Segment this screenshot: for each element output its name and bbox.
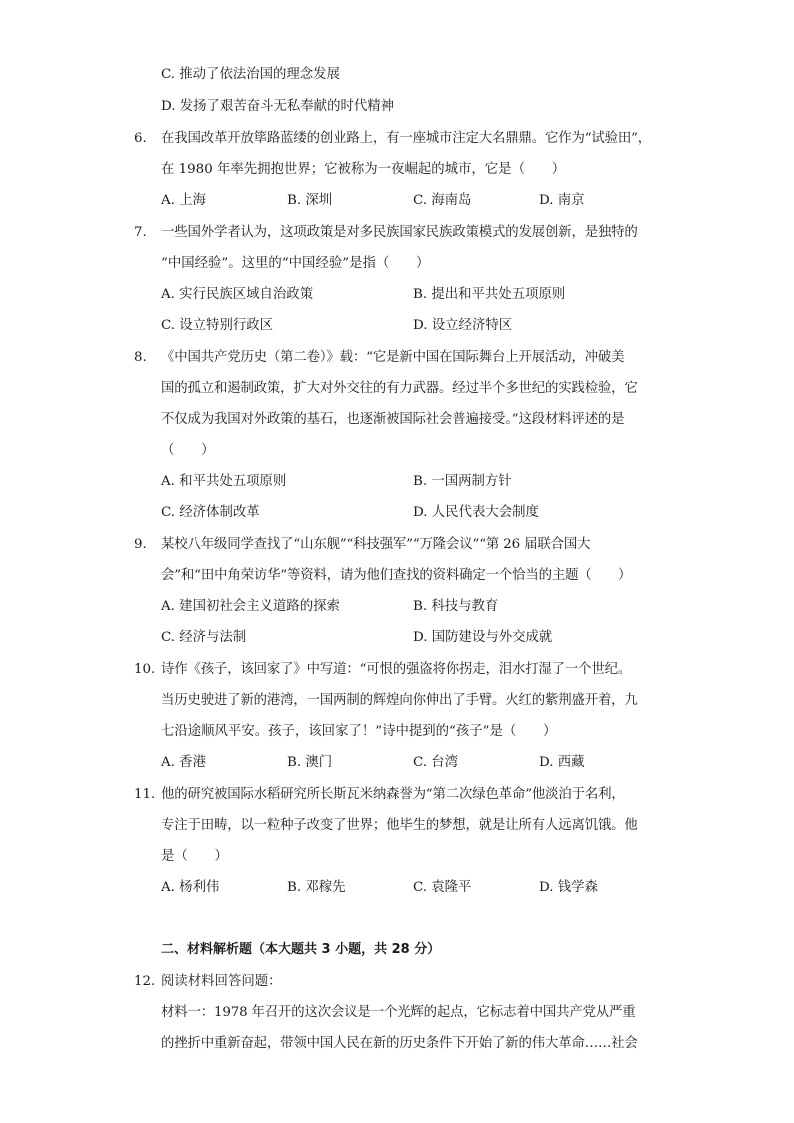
q8-option-b: B. 一国两制方针 — [413, 474, 512, 489]
q9-option-a: A. 建国初社会主义道路的探索 — [161, 599, 340, 614]
q6-stem-line2: 在 1980 年率先拥抱世界；它被称为一夜崛起的城市，它是（ ） — [161, 162, 566, 177]
q11-stem-line1: 他的研究被国际水稻研究所长斯瓦米纳森誉为“第二次绿色革命”他淡泊于名利， — [161, 787, 625, 802]
q7-option-b: B. 提出和平共处五项原则 — [413, 287, 566, 302]
q10-stem-line2: 当历史驶进了新的港湾，一国两制的辉煌向你伸出了手臂。火红的紫荆盛开着，九 — [161, 693, 638, 708]
q9-option-d: D. 国防建设与外交成就 — [413, 630, 553, 645]
q5-option-d: D. 发扬了艰苦奋斗无私奉献的时代精神 — [161, 99, 395, 114]
q9-stem-line2: 会”和“田中角荣访华”等资料，请为他们查找的资料确定一个恰当的主题（ ） — [161, 568, 632, 583]
q7-option-d: D. 设立经济特区 — [413, 318, 513, 333]
q7-stem-line2: “中国经验”。这里的“中国经验”是指（ ） — [161, 256, 430, 271]
q9-stem-line1: 某校八年级同学查找了“山东舰”“科技强军”“万隆会议”“第 26 届联合国大 — [161, 537, 591, 552]
q10-stem-line1: 诗作《孩子，该回家了》中写道：“可恨的强盗将你拐走，泪水打湿了一个世纪。 — [161, 662, 632, 677]
q8-option-d: D. 人民代表大会制度 — [413, 505, 539, 520]
q8-stem-line2: 国的孤立和遏制政策，扩大对外交往的有力武器。经过半个多世纪的实践检验，它 — [161, 381, 638, 396]
q10-option-a: A. 香港 — [161, 755, 206, 770]
q11-option-d: D. 钱学森 — [539, 880, 598, 895]
q8-stem-line3: 不仅成为我国对外政策的基石，也逐渐被国际社会普遍接受。”这段材料评述的是 — [161, 412, 625, 427]
q10-option-c: C. 台湾 — [413, 755, 459, 770]
q9-option-c: C. 经济与法制 — [161, 630, 247, 645]
q10-option-b: B. 澳门 — [287, 755, 333, 770]
q5-option-c: C. 推动了依法治国的理念发展 — [161, 67, 340, 82]
q12-line3: 的挫折中重新奋起，带领中国人民在新的历史条件下开始了新的伟大革命……社会 — [161, 1036, 638, 1051]
q7-number: 7. — [134, 225, 147, 240]
q11-option-b: B. 邓稼先 — [287, 880, 346, 895]
q12-line2: 材料一：1978 年召开的这次会议是一个光辉的起点，它标志着中国共产党从严重 — [161, 1005, 636, 1020]
q10-stem-line3: 七沿途顺风平安。孩子，该回家了！”诗中提到的“孩子”是（ ） — [161, 724, 557, 739]
q11-stem-line2: 专注于田畴，以一粒种子改变了世界；他毕生的梦想，就是让所有人远离饥饿。他 — [161, 818, 638, 833]
q9-number: 9. — [134, 537, 147, 552]
q6-option-b: B. 深圳 — [287, 193, 333, 208]
q7-option-a: A. 实行民族区域自治政策 — [161, 287, 314, 302]
q12-number: 12. — [134, 974, 156, 989]
q8-stem-line4: （ ） — [161, 443, 215, 458]
q6-option-a: A. 上海 — [161, 193, 206, 208]
q7-stem-line1: 一些国外学者认为，这项政策是对多民族国家民族政策模式的发展创新，是独特的 — [161, 225, 638, 240]
q11-number: 11. — [134, 787, 156, 802]
q9-option-b: B. 科技与教育 — [413, 599, 499, 614]
q6-number: 6. — [134, 131, 147, 146]
q6-stem-line1: 在我国改革开放筚路蓝缕的创业路上，有一座城市注定大名鼎鼎。它作为“试验田”， — [161, 131, 652, 146]
q8-option-a: A. 和平共处五项原则 — [161, 474, 287, 489]
q8-number: 8. — [134, 350, 147, 365]
q11-option-c: C. 袁隆平 — [413, 880, 472, 895]
q6-option-c: C. 海南岛 — [413, 193, 472, 208]
q10-option-d: D. 西藏 — [539, 755, 585, 770]
q10-number: 10. — [134, 662, 156, 677]
q8-option-c: C. 经济体制改革 — [161, 505, 260, 520]
q7-option-c: C. 设立特别行政区 — [161, 318, 274, 333]
section-heading: 二、材料解析题（本大题共 3 小题，共 28 分） — [161, 942, 441, 957]
q8-stem-line1: 《中国共产党历史（第二卷）》载：“它是新中国在国际舞台上开展活动，冲破美 — [161, 350, 625, 365]
q6-option-d: D. 南京 — [539, 193, 585, 208]
q11-stem-line3: 是（ ） — [161, 849, 228, 864]
q12-line1: 阅读材料回答问题： — [161, 974, 282, 989]
q11-option-a: A. 杨利伟 — [161, 880, 220, 895]
